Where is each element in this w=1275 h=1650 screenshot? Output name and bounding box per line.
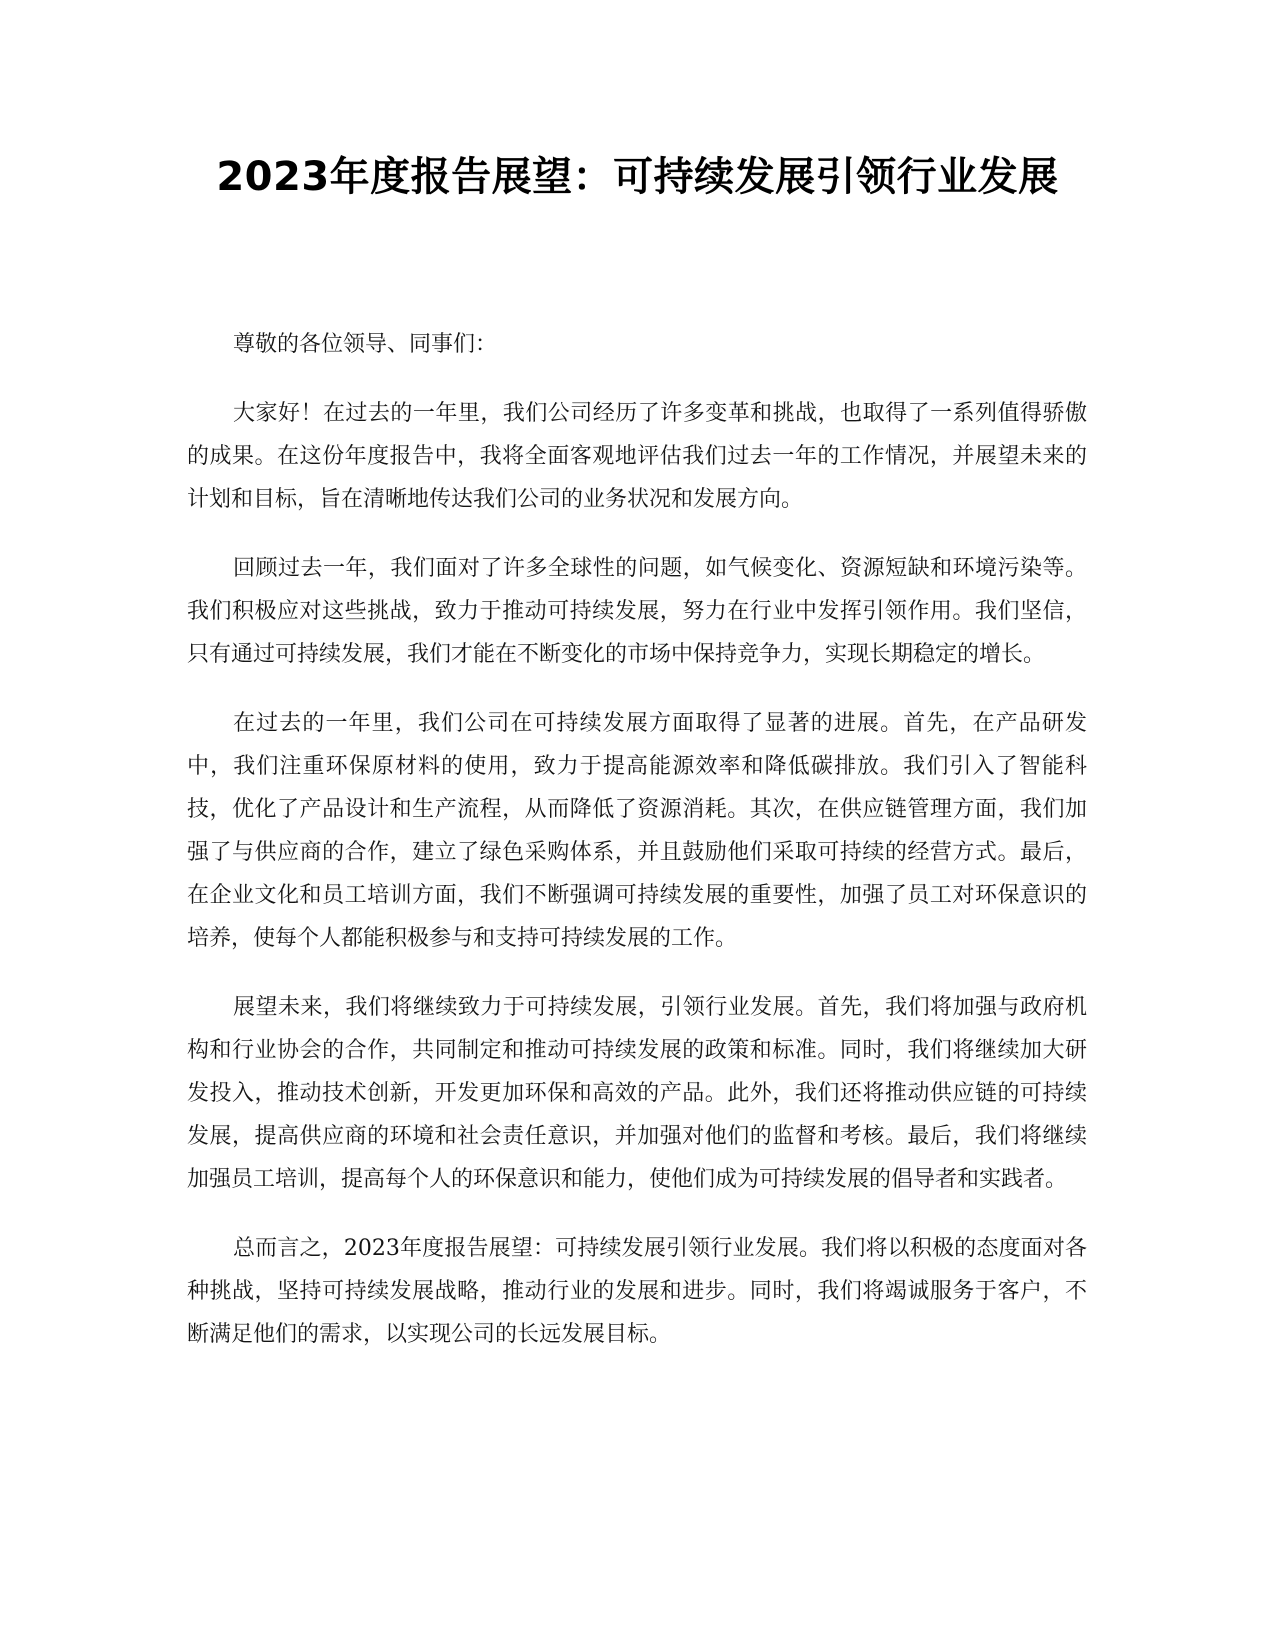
conclusion-paragraph: 总而言之，2023年度报告展望：可持续发展引领行业发展。我们将以积极的态度面对各种挑战，坚持可持续发展战略，推动行业的发展和进步。同时，我们将竭诚服务于客户，不断满足他们的需求，以实现公司的长远发展目标。 <box>187 1236 1087 1347</box>
salutation-paragraph: 尊敬的各位领导、同事们： <box>233 332 498 357</box>
document-title: 2023年度报告展望：可持续发展引领行业发展 <box>216 154 1059 200</box>
outlook-paragraph: 展望未来，我们将继续致力于可持续发展，引领行业发展。首先，我们将加强与政府机构和行业协会的合作，共同制定和推动可持续发展的政策和标准。同时，我们将继续加大研发投入，推动技术创新，开发更加环保和高效的产品。此外，我们还将推动供应链的可持续发展，提高供应商的环境和社会责任意识，并加强对他们的监督和考核。最后，我们将继续加强员工培训，提高每个人的环保意识和能力，使他们成为可持续发展的倡导者和实践者。 <box>187 995 1087 1192</box>
document-body <box>187 323 1087 1382</box>
intro-paragraph: 大家好！在过去的一年里，我们公司经历了许多变革和挑战，也取得了一系列值得骄傲的成果。在这份年度报告中，我将全面客观地评估我们过去一年的工作情况，并展望未来的计划和目标，旨在清晰地传达我们公司的业务状况和发展方向。 <box>187 401 1087 512</box>
progress-paragraph: 在过去的一年里，我们公司在可持续发展方面取得了显著的进展。首先，在产品研发中，我们注重环保原材料的使用，致力于提高能源效率和降低碳排放。我们引入了智能科技，优化了产品设计和生产流程，从而降低了资源消耗。其次，在供应链管理方面，我们加强了与供应商的合作，建立了绿色采购体系，并且鼓励他们采取可持续的经营方式。最后，在企业文化和员工培训方面，我们不断强调可持续发展的重要性，加强了员工对环保意识的培养，使每个人都能积极参与和支持可持续发展的工作。 <box>187 711 1087 951</box>
review-paragraph: 回顾过去一年，我们面对了许多全球性的问题，如气候变化、资源短缺和环境污染等。我们积极应对这些挑战，致力于推动可持续发展，努力在行业中发挥引领作用。我们坚信，只有通过可持续发展，我们才能在不断变化的市场中保持竞争力，实现长期稳定的增长。 <box>187 556 1087 667</box>
